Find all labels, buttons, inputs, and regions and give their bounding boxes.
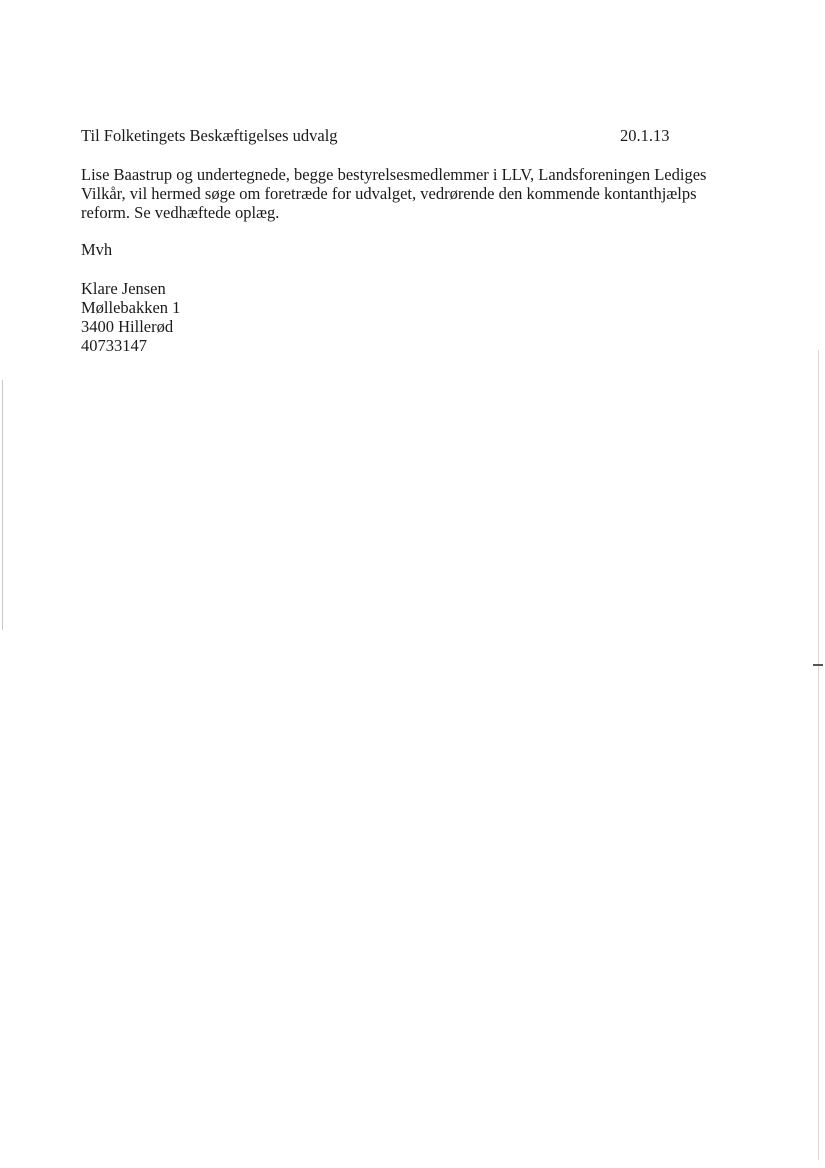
scan-mark-artifact [813, 664, 823, 666]
scan-edge-artifact [818, 350, 819, 1160]
body-line: Vilkår, vil hermed søge om foretræde for udvalget, vedrørende den kommende kontanthjælps [81, 184, 697, 203]
scan-edge-artifact [2, 380, 3, 630]
signature-street: Møllebakken 1 [81, 298, 181, 317]
letter-body [81, 165, 706, 222]
body-line: Lise Baastrup og undertegnede, begge bestyrelsesmedlemmer i LLV, Landsforeningen Lediges [81, 165, 707, 184]
signature-name: Klare Jensen [81, 279, 166, 298]
signature-city: 3400 Hillerød [81, 317, 174, 336]
letter-closing: Mvh [81, 240, 113, 259]
signature-block [81, 279, 180, 355]
body-line: reform. Se vedhæftede oplæg. [81, 203, 280, 222]
letter-date: 20.1.13 [620, 126, 670, 145]
signature-phone: 40733147 [81, 336, 147, 355]
letter-recipient: Til Folketingets Beskæftigelses udvalg [81, 126, 338, 145]
